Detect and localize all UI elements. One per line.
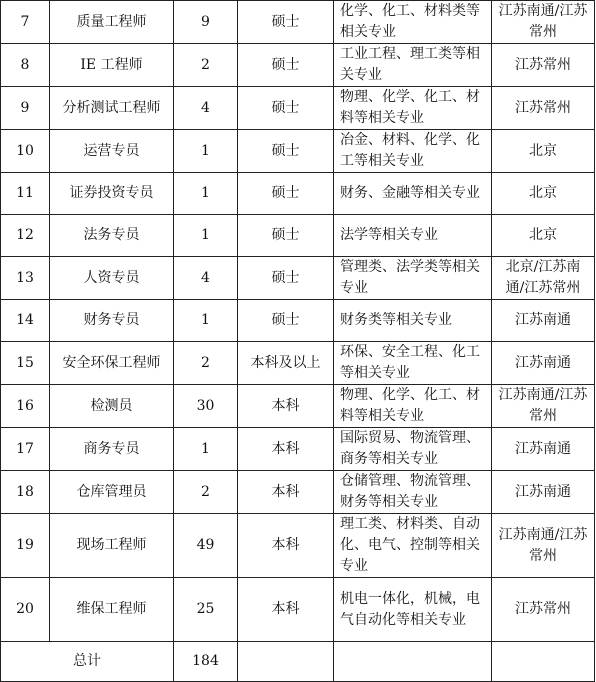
education: 硕士 (238, 1, 334, 44)
position-name: 人资专员 (50, 257, 174, 300)
education: 硕士 (238, 215, 334, 257)
headcount: 1 (174, 173, 238, 215)
headcount: 2 (174, 44, 238, 87)
row-number: 9 (1, 87, 50, 130)
headcount: 49 (174, 514, 238, 578)
total-row (1, 642, 595, 682)
position-name: 证券投资专员 (50, 173, 174, 215)
table-row (1, 215, 595, 257)
table-row (1, 300, 595, 342)
headcount: 9 (174, 1, 238, 44)
major: 理工类、材料类、自动化、电气、控制等相关专业 (334, 514, 492, 578)
total-headcount: 184 (174, 642, 238, 682)
work-location: 江苏南通/江苏常州 (492, 385, 595, 428)
work-location: 北京 (492, 215, 595, 257)
major: 物理、化学、化工、材料等相关专业 (334, 87, 492, 130)
work-location: 北京/江苏南通/江苏常州 (492, 257, 595, 300)
work-location: 江苏常州 (492, 87, 595, 130)
table-row (1, 514, 595, 578)
headcount: 1 (174, 130, 238, 173)
row-number: 16 (1, 385, 50, 428)
major: 管理类、法学类等相关专业 (334, 257, 492, 300)
table-row (1, 87, 595, 130)
row-number: 13 (1, 257, 50, 300)
position-name: 运营专员 (50, 130, 174, 173)
total-label: 总计 (1, 642, 174, 682)
table-row (1, 578, 595, 642)
position-name: 财务专员 (50, 300, 174, 342)
table-row (1, 342, 595, 385)
headcount: 1 (174, 215, 238, 257)
major: 物理、化学、化工、材料等相关专业 (334, 385, 492, 428)
table-row (1, 471, 595, 514)
major: 国际贸易、物流管理、商务等相关专业 (334, 428, 492, 471)
education: 硕士 (238, 130, 334, 173)
row-number: 17 (1, 428, 50, 471)
table-row (1, 1, 595, 44)
major: 化学、化工、材料类等相关专业 (334, 1, 492, 44)
education: 本科 (238, 578, 334, 642)
position-name: 分析测试工程师 (50, 87, 174, 130)
position-name: 仓库管理员 (50, 471, 174, 514)
work-location: 江苏南通 (492, 300, 595, 342)
major: 法学等相关专业 (334, 215, 492, 257)
empty-cell (238, 642, 334, 682)
row-number: 12 (1, 215, 50, 257)
empty-cell (334, 642, 492, 682)
major: 环保、安全工程、化工等相关专业 (334, 342, 492, 385)
table-row (1, 44, 595, 87)
table-row (1, 257, 595, 300)
work-location: 江苏南通/江苏常州 (492, 514, 595, 578)
work-location: 江苏南通 (492, 471, 595, 514)
table-body (1, 1, 595, 682)
education: 本科及以上 (238, 342, 334, 385)
headcount: 4 (174, 257, 238, 300)
education: 硕士 (238, 173, 334, 215)
headcount: 25 (174, 578, 238, 642)
work-location: 江苏南通 (492, 428, 595, 471)
headcount: 2 (174, 471, 238, 514)
education: 硕士 (238, 300, 334, 342)
row-number: 14 (1, 300, 50, 342)
work-location: 北京 (492, 130, 595, 173)
table-row (1, 173, 595, 215)
education: 硕士 (238, 87, 334, 130)
position-name: 检测员 (50, 385, 174, 428)
row-number: 10 (1, 130, 50, 173)
row-number: 8 (1, 44, 50, 87)
row-number: 19 (1, 514, 50, 578)
major: 工业工程、理工类等相关专业 (334, 44, 492, 87)
education: 本科 (238, 385, 334, 428)
headcount: 2 (174, 342, 238, 385)
major: 财务、金融等相关专业 (334, 173, 492, 215)
table-row (1, 385, 595, 428)
table-row (1, 428, 595, 471)
table-row (1, 130, 595, 173)
position-name: 安全环保工程师 (50, 342, 174, 385)
row-number: 15 (1, 342, 50, 385)
education: 本科 (238, 514, 334, 578)
major: 仓储管理、物流管理、财务等相关专业 (334, 471, 492, 514)
work-location: 北京 (492, 173, 595, 215)
position-name: 维保工程师 (50, 578, 174, 642)
row-number: 18 (1, 471, 50, 514)
education: 硕士 (238, 257, 334, 300)
position-name: 质量工程师 (50, 1, 174, 44)
headcount: 1 (174, 300, 238, 342)
position-name: 法务专员 (50, 215, 174, 257)
empty-cell (492, 642, 595, 682)
education: 本科 (238, 471, 334, 514)
work-location: 江苏常州 (492, 578, 595, 642)
education: 本科 (238, 428, 334, 471)
position-name: 现场工程师 (50, 514, 174, 578)
row-number: 20 (1, 578, 50, 642)
row-number: 11 (1, 173, 50, 215)
work-location: 江苏南通 (492, 342, 595, 385)
education: 硕士 (238, 44, 334, 87)
major: 财务类等相关专业 (334, 300, 492, 342)
major: 机电一体化，机械，电气自动化等相关专业 (334, 578, 492, 642)
headcount: 30 (174, 385, 238, 428)
position-name: IE 工程师 (50, 44, 174, 87)
headcount: 1 (174, 428, 238, 471)
row-number: 7 (1, 1, 50, 44)
headcount: 4 (174, 87, 238, 130)
work-location: 江苏南通/江苏常州 (492, 1, 595, 44)
work-location: 江苏常州 (492, 44, 595, 87)
major: 冶金、材料、化学、化工等相关专业 (334, 130, 492, 173)
position-name: 商务专员 (50, 428, 174, 471)
